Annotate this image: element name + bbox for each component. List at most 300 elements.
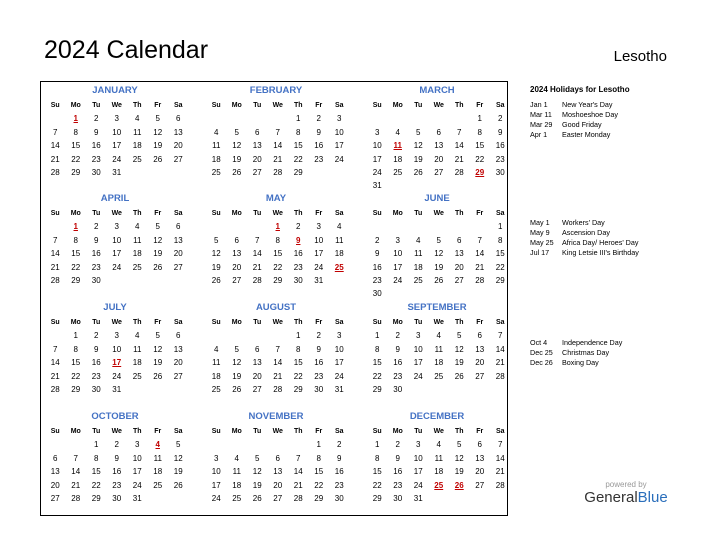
day-cell: 26 [232, 384, 242, 394]
day-cell: 20 [173, 358, 183, 368]
weekday-header: Sa [173, 102, 183, 109]
month-name: JANUARY [92, 85, 138, 96]
weekday-header: Th [454, 428, 464, 435]
day-cell: 21 [273, 371, 283, 381]
day-cell: 22 [91, 480, 101, 490]
day-cell: 18 [132, 141, 142, 151]
day-cell: 3 [114, 222, 119, 232]
holiday-name: Independence Day [562, 338, 623, 347]
day-cell: 12 [153, 127, 163, 137]
day-cell: 4 [436, 440, 441, 450]
day-cell: 18 [211, 371, 221, 381]
weekday-header: Fr [315, 428, 323, 435]
day-cell: 13 [273, 467, 283, 477]
day-cell: 8 [73, 344, 78, 354]
day-cell: 5 [155, 331, 160, 341]
day-cell: 7 [53, 235, 58, 245]
empty-cell [429, 220, 450, 233]
holiday-row [530, 228, 705, 238]
day-cell: 30 [91, 384, 101, 394]
day-cell: 19 [153, 358, 163, 368]
day-cell: 6 [176, 114, 181, 124]
day-cell: 6 [275, 453, 280, 463]
day-cell: 14 [454, 141, 464, 151]
weekday-header: Su [372, 102, 382, 109]
day-cell: 20 [50, 480, 60, 490]
day-cell: 20 [252, 371, 262, 381]
day-cell: 28 [454, 167, 464, 177]
holidays-title: 2024 Holidays for Lesotho [530, 85, 630, 94]
weekday-header: Fr [476, 319, 484, 326]
day-cell: 1 [477, 114, 482, 124]
day-cell: 5 [176, 440, 181, 450]
month-july [45, 301, 185, 396]
holiday-name: New Year's Day [562, 100, 613, 109]
day-cell: 13 [252, 358, 262, 368]
day-cell: 18 [413, 262, 423, 272]
day-cell: 2 [114, 440, 119, 450]
holiday-day-cell: 1 [73, 114, 78, 124]
day-cell: 3 [337, 331, 342, 341]
holiday-name: Easter Monday [562, 130, 611, 139]
month-june [367, 192, 507, 301]
empty-cell [247, 329, 268, 342]
empty-cell [206, 112, 227, 125]
holiday-name: Christmas Day [562, 348, 610, 357]
weekday-header: Su [50, 428, 60, 435]
month-grid [206, 207, 346, 287]
month-name: MAY [265, 193, 287, 204]
day-cell: 18 [434, 467, 444, 477]
day-cell: 19 [232, 371, 242, 381]
empty-cell [367, 220, 388, 233]
weekday-header: Fr [476, 102, 484, 109]
month-name: DECEMBER [409, 411, 465, 422]
empty-cell [288, 438, 309, 451]
day-cell: 24 [334, 154, 344, 164]
day-cell: 12 [153, 235, 163, 245]
empty-cell [45, 112, 66, 125]
day-cell: 16 [91, 358, 101, 368]
month-grid [206, 99, 346, 179]
day-cell: 12 [434, 249, 444, 259]
day-cell: 15 [91, 467, 101, 477]
day-cell: 15 [495, 249, 505, 259]
weekday-header: Tu [253, 210, 262, 217]
day-cell: 15 [314, 467, 324, 477]
day-cell: 29 [495, 275, 505, 285]
holiday-day-cell: 17 [112, 358, 122, 368]
empty-cell [367, 112, 388, 125]
day-cell: 4 [135, 331, 140, 341]
weekday-header: Sa [173, 428, 183, 435]
day-cell: 22 [495, 262, 505, 272]
day-cell: 1 [296, 331, 301, 341]
day-cell: 6 [176, 331, 181, 341]
day-cell: 5 [416, 127, 421, 137]
weekday-header: Sa [334, 210, 344, 217]
day-cell: 11 [133, 344, 142, 354]
weekday-header: Th [132, 428, 142, 435]
day-cell: 3 [416, 440, 421, 450]
day-cell: 6 [53, 453, 58, 463]
day-cell: 24 [112, 371, 122, 381]
day-cell: 29 [293, 167, 303, 177]
day-cell: 17 [334, 141, 344, 151]
day-cell: 15 [372, 358, 382, 368]
day-cell: 5 [234, 344, 239, 354]
day-cell: 6 [255, 344, 260, 354]
day-cell: 12 [454, 344, 464, 354]
weekday-header: Sa [173, 210, 183, 217]
empty-cell [206, 329, 227, 342]
holiday-day-cell: 4 [155, 440, 160, 450]
holiday-date: Mar 29 [530, 120, 553, 129]
day-cell: 30 [372, 289, 382, 299]
day-cell: 9 [94, 344, 99, 354]
day-cell: 2 [337, 440, 342, 450]
day-cell: 29 [314, 493, 324, 503]
calendar-frame [40, 81, 508, 516]
day-cell: 27 [475, 371, 485, 381]
weekday-header: Mo [70, 319, 81, 326]
day-cell: 20 [173, 141, 183, 151]
holiday-date: Apr 1 [530, 130, 548, 139]
holiday-name: King Letsie III's Birthday [562, 248, 639, 257]
day-cell: 23 [314, 154, 324, 164]
weekday-header: Tu [414, 102, 423, 109]
day-cell: 7 [498, 440, 503, 450]
weekday-header: Mo [392, 428, 403, 435]
month-april [45, 192, 185, 287]
day-cell: 4 [135, 114, 140, 124]
day-cell: 12 [153, 344, 163, 354]
weekday-header: Tu [414, 319, 423, 326]
day-cell: 3 [214, 453, 219, 463]
holiday-day-cell: 26 [454, 480, 464, 490]
day-cell: 16 [393, 358, 403, 368]
day-cell: 31 [314, 275, 324, 285]
weekday-header: Mo [231, 428, 242, 435]
day-cell: 8 [375, 453, 380, 463]
weekday-header: Fr [476, 428, 484, 435]
weekday-header: Su [50, 210, 60, 217]
month-name: SEPTEMBER [407, 302, 467, 313]
day-cell: 6 [477, 440, 482, 450]
weekday-header: Fr [315, 210, 323, 217]
holiday-day-cell: 1 [275, 222, 280, 232]
day-cell: 21 [293, 480, 303, 490]
day-cell: 12 [232, 358, 242, 368]
day-cell: 16 [112, 467, 122, 477]
day-cell: 13 [475, 344, 485, 354]
day-cell: 17 [211, 480, 221, 490]
day-cell: 27 [273, 493, 283, 503]
day-cell: 27 [475, 480, 485, 490]
weekday-header: Th [132, 102, 142, 109]
empty-cell [247, 220, 268, 233]
day-cell: 4 [214, 127, 219, 137]
empty-cell [227, 438, 248, 451]
day-cell: 14 [50, 249, 60, 259]
day-cell: 6 [477, 331, 482, 341]
day-cell: 4 [135, 222, 140, 232]
weekday-header: Th [293, 210, 303, 217]
day-cell: 11 [133, 235, 142, 245]
day-cell: 25 [211, 167, 221, 177]
day-cell: 11 [212, 358, 221, 368]
weekday-header: Fr [315, 319, 323, 326]
day-cell: 5 [436, 235, 441, 245]
day-cell: 3 [337, 114, 342, 124]
day-cell: 24 [413, 371, 423, 381]
day-cell: 25 [153, 480, 163, 490]
day-cell: 26 [434, 275, 444, 285]
holiday-date: May 1 [530, 218, 550, 227]
month-february [206, 84, 346, 179]
day-cell: 30 [334, 493, 344, 503]
day-cell: 3 [114, 114, 119, 124]
holiday-row [530, 130, 705, 140]
day-cell: 6 [176, 222, 181, 232]
day-cell: 14 [293, 467, 303, 477]
weekday-header: Mo [70, 210, 81, 217]
empty-cell [388, 220, 409, 233]
day-cell: 25 [211, 384, 221, 394]
holiday-row [530, 120, 705, 130]
day-cell: 7 [53, 127, 58, 137]
day-cell: 17 [334, 358, 344, 368]
holiday-name: Ascension Day [562, 228, 610, 237]
day-cell: 24 [132, 480, 142, 490]
weekday-header: Sa [334, 428, 344, 435]
day-cell: 30 [393, 493, 403, 503]
holiday-group [530, 338, 705, 368]
weekday-header: Sa [495, 428, 505, 435]
month-name: FEBRUARY [249, 85, 303, 96]
day-cell: 25 [413, 275, 423, 285]
day-cell: 13 [434, 141, 444, 151]
day-cell: 10 [112, 127, 122, 137]
day-cell: 1 [375, 440, 380, 450]
day-cell: 27 [252, 167, 262, 177]
day-cell: 17 [372, 154, 382, 164]
day-cell: 21 [495, 358, 505, 368]
weekday-header: Tu [253, 319, 262, 326]
day-cell: 1 [375, 331, 380, 341]
day-cell: 18 [334, 249, 344, 259]
day-cell: 10 [372, 141, 382, 151]
day-cell: 4 [436, 331, 441, 341]
day-cell: 3 [416, 331, 421, 341]
day-cell: 10 [314, 235, 324, 245]
day-cell: 11 [232, 467, 241, 477]
day-cell: 12 [173, 453, 183, 463]
day-cell: 5 [457, 440, 462, 450]
day-cell: 17 [393, 262, 403, 272]
day-cell: 3 [395, 235, 400, 245]
weekday-header: Mo [392, 102, 403, 109]
month-grid [206, 316, 346, 396]
day-cell: 26 [153, 154, 163, 164]
day-cell: 16 [314, 141, 324, 151]
day-cell: 4 [234, 453, 239, 463]
day-cell: 8 [477, 127, 482, 137]
day-cell: 14 [495, 344, 505, 354]
day-cell: 22 [273, 262, 283, 272]
empty-cell [45, 438, 66, 451]
day-cell: 7 [255, 235, 260, 245]
day-cell: 15 [273, 249, 283, 259]
day-cell: 9 [498, 127, 503, 137]
day-cell: 20 [434, 154, 444, 164]
day-cell: 26 [173, 480, 183, 490]
day-cell: 28 [293, 493, 303, 503]
holiday-date: May 25 [530, 238, 554, 247]
empty-cell [227, 112, 248, 125]
month-name: JULY [103, 302, 127, 313]
day-cell: 12 [252, 467, 262, 477]
day-cell: 18 [211, 154, 221, 164]
month-grid [367, 207, 507, 301]
day-cell: 7 [275, 127, 280, 137]
day-cell: 28 [252, 275, 262, 285]
day-cell: 21 [252, 262, 262, 272]
weekday-header: Tu [414, 210, 423, 217]
day-cell: 16 [91, 249, 101, 259]
day-cell: 2 [395, 440, 400, 450]
day-cell: 31 [112, 384, 122, 394]
day-cell: 10 [413, 453, 423, 463]
day-cell: 28 [50, 275, 60, 285]
month-october [45, 410, 185, 505]
day-cell: 14 [495, 453, 505, 463]
holiday-group [530, 100, 705, 140]
day-cell: 6 [255, 127, 260, 137]
weekday-header: We [111, 102, 122, 109]
day-cell: 16 [293, 249, 303, 259]
day-cell: 20 [232, 262, 242, 272]
weekday-header: Mo [231, 319, 242, 326]
day-cell: 11 [414, 249, 423, 259]
day-cell: 1 [73, 331, 78, 341]
month-name: AUGUST [255, 302, 297, 313]
day-cell: 5 [457, 331, 462, 341]
holiday-day-cell: 25 [434, 480, 444, 490]
day-cell: 22 [372, 371, 382, 381]
day-cell: 18 [132, 358, 142, 368]
day-cell: 23 [293, 262, 303, 272]
day-cell: 13 [50, 467, 60, 477]
day-cell: 23 [91, 371, 101, 381]
day-cell: 10 [413, 344, 423, 354]
holiday-date: Jul 17 [530, 248, 550, 257]
day-cell: 9 [395, 453, 400, 463]
holiday-row [530, 218, 705, 228]
day-cell: 23 [91, 262, 101, 272]
day-cell: 8 [296, 127, 301, 137]
weekday-header: Mo [231, 102, 242, 109]
day-cell: 21 [475, 262, 485, 272]
weekday-header: Fr [315, 102, 323, 109]
day-cell: 10 [334, 127, 344, 137]
weekday-header: Su [50, 319, 60, 326]
day-cell: 24 [314, 262, 324, 272]
weekday-header: Su [372, 428, 382, 435]
day-cell: 23 [372, 275, 382, 285]
day-cell: 27 [434, 167, 444, 177]
day-cell: 25 [232, 493, 242, 503]
weekday-header: Sa [495, 102, 505, 109]
weekday-header: Fr [154, 319, 162, 326]
empty-cell [429, 112, 450, 125]
day-cell: 12 [454, 453, 464, 463]
day-cell: 18 [232, 480, 242, 490]
day-cell: 9 [94, 127, 99, 137]
holiday-day-cell: 11 [393, 141, 402, 151]
day-cell: 25 [434, 371, 444, 381]
day-cell: 28 [71, 493, 81, 503]
month-august [206, 301, 346, 396]
day-cell: 21 [273, 154, 283, 164]
day-cell: 28 [495, 371, 505, 381]
day-cell: 22 [293, 154, 303, 164]
footer-logo [584, 480, 668, 507]
day-cell: 8 [94, 453, 99, 463]
day-cell: 5 [255, 453, 260, 463]
day-cell: 28 [50, 384, 60, 394]
month-name: NOVEMBER [248, 411, 304, 422]
weekday-header: Th [454, 319, 464, 326]
day-cell: 7 [73, 453, 78, 463]
empty-cell [45, 220, 66, 233]
weekday-header: Tu [92, 102, 101, 109]
day-cell: 20 [273, 480, 283, 490]
day-cell: 7 [53, 344, 58, 354]
weekday-header: Tu [92, 210, 101, 217]
day-cell: 11 [153, 453, 162, 463]
day-cell: 8 [316, 453, 321, 463]
month-grid [45, 207, 185, 287]
day-cell: 8 [275, 235, 280, 245]
day-cell: 23 [314, 371, 324, 381]
weekday-header: Su [211, 428, 221, 435]
month-grid [206, 425, 346, 505]
day-cell: 25 [132, 262, 142, 272]
month-grid [45, 316, 185, 396]
day-cell: 31 [132, 493, 142, 503]
weekday-header: Tu [414, 428, 423, 435]
day-cell: 6 [436, 127, 441, 137]
day-cell: 9 [316, 127, 321, 137]
day-cell: 23 [393, 480, 403, 490]
day-cell: 3 [135, 440, 140, 450]
day-cell: 22 [314, 480, 324, 490]
day-cell: 8 [375, 344, 380, 354]
day-cell: 10 [112, 344, 122, 354]
day-cell: 5 [155, 114, 160, 124]
day-cell: 19 [153, 249, 163, 259]
day-cell: 23 [393, 371, 403, 381]
day-cell: 10 [132, 453, 142, 463]
day-cell: 16 [495, 141, 505, 151]
weekday-header: Th [454, 102, 464, 109]
weekday-header: We [433, 102, 444, 109]
day-cell: 12 [211, 249, 221, 259]
weekday-header: Tu [92, 428, 101, 435]
day-cell: 27 [50, 493, 60, 503]
day-cell: 19 [434, 262, 444, 272]
